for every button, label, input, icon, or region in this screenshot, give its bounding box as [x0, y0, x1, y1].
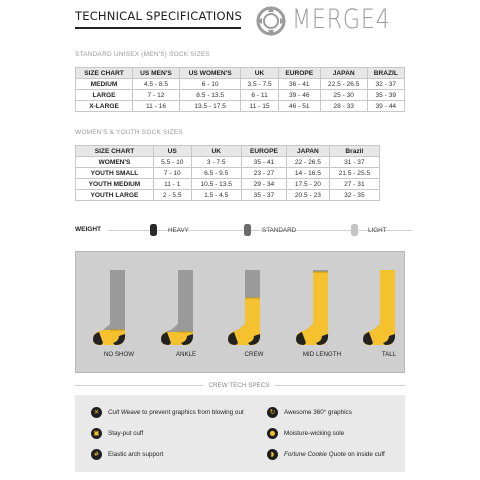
size-label-cell: WOMEN'S — [76, 157, 154, 168]
size-value-cell: 5.5 - 10 — [153, 157, 191, 168]
size-label-cell: YOUTH LARGE — [76, 190, 154, 201]
womens-column-header: JAPAN — [287, 146, 330, 157]
size-value-cell: 28 - 33 — [320, 101, 367, 112]
size-label-cell: MEDIUM — [76, 79, 133, 90]
size-value-cell: 11 - 15 — [241, 101, 278, 112]
size-value-cell: 6.5 - 9.5 — [191, 168, 241, 179]
size-label-cell: LARGE — [76, 90, 133, 101]
weight-label: WEIGHT — [75, 226, 101, 233]
sock-label-no-show: NO SHOW — [103, 351, 135, 358]
unisex-column-header: UK — [241, 68, 278, 79]
crew-features-panel — [75, 395, 405, 472]
weight-standard-label: STANDARD — [262, 227, 297, 234]
size-value-cell: 31 - 37 — [329, 157, 379, 168]
light-swatch-icon — [351, 224, 358, 236]
table-row — [76, 157, 380, 168]
size-value-cell: 20.5 - 23 — [287, 190, 330, 201]
womens-column-header: UK — [191, 146, 241, 157]
rotate-360-icon: ↻ — [267, 407, 278, 418]
unisex-column-header: EUROPE — [278, 68, 320, 79]
size-value-cell: 11 - 16 — [133, 101, 180, 112]
size-value-cell: 35 - 37 — [241, 190, 286, 201]
size-label-cell: YOUTH SMALL — [76, 168, 154, 179]
size-value-cell: 17.5 - 20 — [287, 179, 330, 190]
size-value-cell: 3.5 - 7.5 — [241, 79, 278, 90]
title-underline — [75, 27, 241, 29]
feature-text: Fortune Cookie Quote on inside cuff — [284, 451, 385, 458]
unisex-size-table — [75, 67, 405, 112]
size-value-cell: 7 - 10 — [153, 168, 191, 179]
unisex-column-header: US WOMEN'S — [179, 68, 240, 79]
size-value-cell: 11 - 1 — [153, 179, 191, 190]
table-row — [76, 190, 380, 201]
sock-yellow-section — [358, 270, 406, 360]
womens-column-header: EUROPE — [241, 146, 286, 157]
size-value-cell: 14 - 16.5 — [287, 168, 330, 179]
weight-light-label: LIGHT — [368, 227, 387, 234]
size-value-cell: 1.5 - 4.5 — [191, 190, 241, 201]
size-value-cell: 35 - 39 — [367, 90, 404, 101]
size-value-cell: 2 - 5.5 — [153, 190, 191, 201]
womens-column-header: US — [153, 146, 191, 157]
crew-divider-left — [75, 385, 203, 386]
sock-label-crew: CREW — [244, 351, 264, 358]
crew-tech-specs-label: CREW TECH SPECS — [208, 382, 270, 389]
feature-text: Moisture-wicking sole — [284, 430, 345, 437]
sock-label-tall: TALL — [381, 351, 397, 358]
size-label-cell: YOUTH MEDIUM — [76, 179, 154, 190]
crew-divider-right — [275, 385, 405, 386]
size-value-cell: 23 - 27 — [241, 168, 286, 179]
unisex-column-header: US MEN'S — [133, 68, 180, 79]
table-row — [76, 179, 380, 190]
droplet-icon: ● — [267, 428, 278, 439]
table-row — [76, 168, 380, 179]
page-title: TECHNICAL SPECIFICATIONS — [75, 9, 243, 23]
size-value-cell: 8.5 - 13.5 — [179, 90, 240, 101]
size-value-cell: 29 - 34 — [241, 179, 286, 190]
sock-label-mid-length: MID LENGTH — [302, 351, 342, 358]
size-value-cell: 46 - 51 — [278, 101, 320, 112]
size-value-cell: 21.5 - 25.5 — [329, 168, 379, 179]
unisex-column-header: JAPAN — [320, 68, 367, 79]
unisex-section-label: STANDARD UNISEX (MEN'S) SOCK SIZES — [75, 51, 211, 58]
feature-text: Awesome 360° graphics — [284, 409, 352, 416]
feature-arch-support — [91, 449, 163, 460]
size-value-cell: 7 - 12 — [133, 90, 180, 101]
size-value-cell: 4.5 - 8.5 — [133, 79, 180, 90]
feature-stay-put-cuff — [91, 428, 143, 439]
cult-weave-icon: ✕ — [91, 407, 102, 418]
feature-cult-weave — [91, 407, 244, 418]
feature-text: Cult Weave to prevent graphics from blowing out — [108, 409, 244, 416]
standard-swatch-icon — [244, 224, 251, 236]
feature-text: Elastic arch support — [108, 451, 164, 458]
size-value-cell: 39 - 46 — [278, 90, 320, 101]
sock-yellow-section — [291, 272, 351, 362]
table-row — [76, 90, 405, 101]
size-value-cell: 22.5 - 26.5 — [320, 79, 367, 90]
merge4-logo-icon — [255, 5, 287, 37]
womens-section-label: WOMEN'S & YOUTH SOCK SIZES — [75, 129, 183, 136]
size-value-cell: 27 - 31 — [329, 179, 379, 190]
womens-youth-size-table — [75, 145, 380, 201]
feature-text: Stay-put cuff — [108, 430, 144, 437]
size-value-cell: 36 - 41 — [278, 79, 320, 90]
feature-360-graphics — [267, 407, 352, 418]
size-value-cell: 35 - 41 — [241, 157, 286, 168]
size-value-cell: 22 - 26.5 — [287, 157, 330, 168]
size-value-cell: 32 - 37 — [367, 79, 404, 90]
feature-moisture-wicking — [267, 428, 344, 439]
lock-icon: ▣ — [91, 428, 102, 439]
size-value-cell: 6 - 11 — [241, 90, 278, 101]
brand-wordmark: MERGE4 — [292, 4, 391, 35]
size-value-cell: 32 - 35 — [329, 190, 379, 201]
heavy-swatch-icon — [150, 224, 157, 236]
size-value-cell: 25 - 30 — [320, 90, 367, 101]
size-value-cell: 6 - 10 — [179, 79, 240, 90]
unisex-column-header: BRAZIL — [367, 68, 404, 79]
weight-heavy-label: HEAVY — [168, 227, 189, 234]
table-row — [76, 79, 405, 90]
arch-support-icon: # — [91, 449, 102, 460]
womens-column-header: Brazil — [329, 146, 379, 157]
size-value-cell: 3 - 7.5 — [191, 157, 241, 168]
size-value-cell: 13.5 - 17.5 — [179, 101, 240, 112]
size-label-cell: X-LARGE — [76, 101, 133, 112]
fortune-cookie-icon: ◗ — [267, 449, 278, 460]
size-value-cell: 39 - 44 — [367, 101, 404, 112]
table-row — [76, 101, 405, 112]
womens-column-header: SIZE CHART — [76, 146, 154, 157]
unisex-column-header: SIZE CHART — [76, 68, 133, 79]
size-value-cell: 10.5 - 13.5 — [191, 179, 241, 190]
sock-label-ankle: ANKLE — [175, 351, 197, 358]
feature-fortune-cookie — [267, 449, 385, 460]
